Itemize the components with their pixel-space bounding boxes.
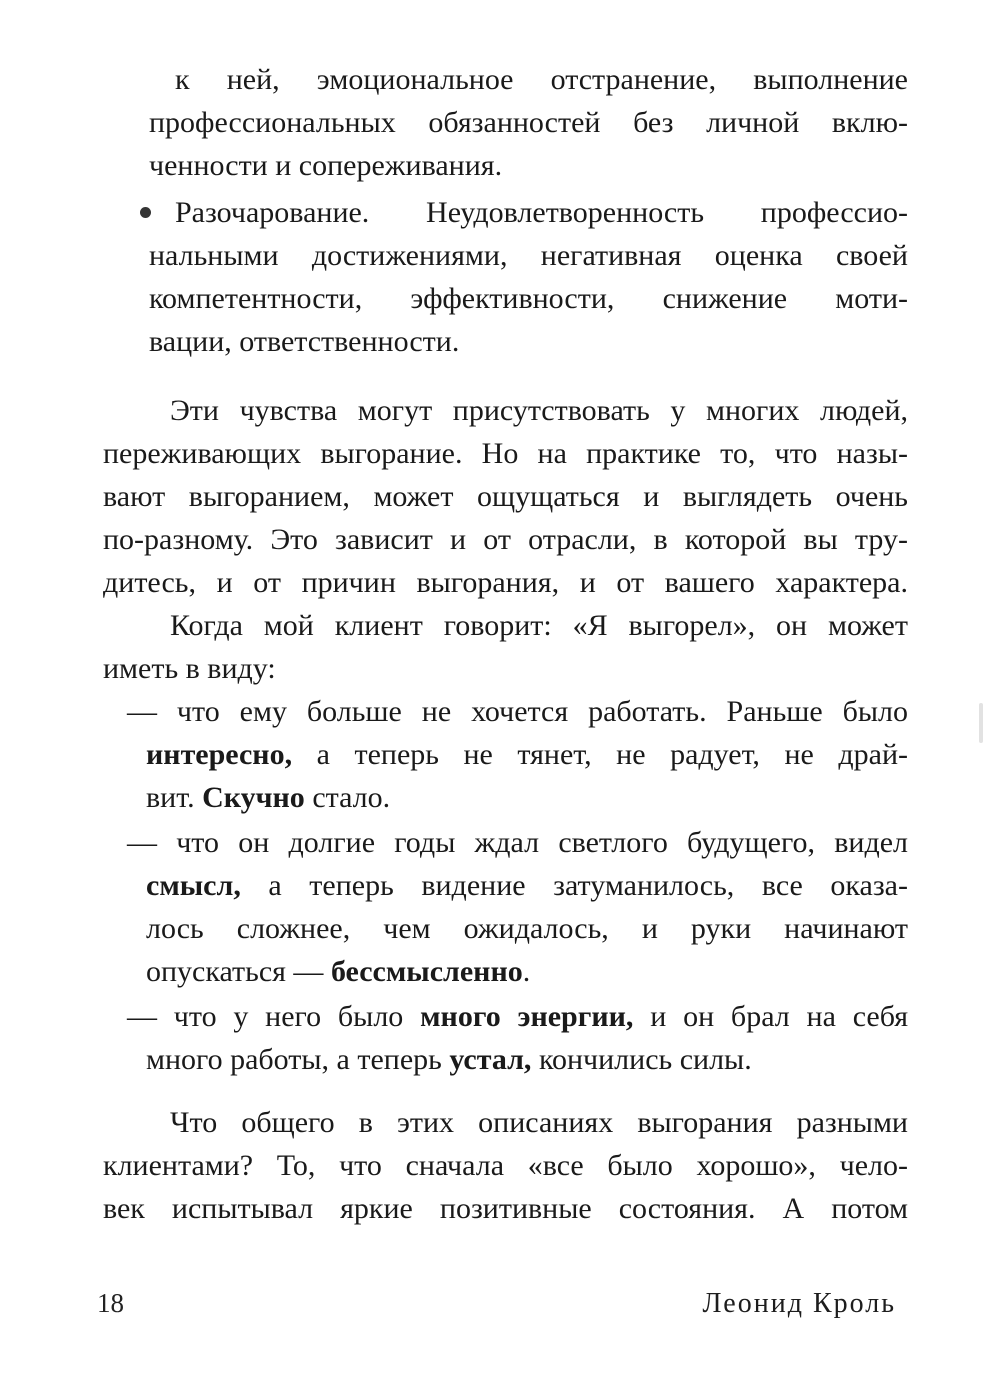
paragraph bbox=[103, 389, 908, 604]
text-run: много работы, а теперь bbox=[146, 1043, 450, 1076]
text-run: . bbox=[522, 955, 531, 988]
dash-item bbox=[127, 690, 908, 819]
bold-text: устал, bbox=[449, 1043, 532, 1076]
text-run: по-разному. Это зависит и от отрасли, в которой вы тру- bbox=[103, 523, 908, 556]
text-run: нальными достижениями, негативная оценка своей bbox=[149, 239, 908, 272]
text-line bbox=[103, 1101, 908, 1144]
page-number: 18 bbox=[97, 1288, 124, 1318]
paragraph bbox=[103, 604, 908, 690]
text-line bbox=[127, 690, 908, 733]
text-run: кончились силы. bbox=[531, 1043, 752, 1076]
scan-artifact bbox=[979, 703, 983, 743]
text-run: а теперь не тянет, не радует, не драй- bbox=[292, 738, 908, 771]
running-title-author: Леонид Кроль bbox=[702, 1288, 896, 1319]
text-run: а теперь видение затуманилось, все оказа- bbox=[240, 869, 908, 902]
text-line bbox=[149, 277, 908, 320]
bullet-item bbox=[149, 191, 908, 363]
text-run: ченности и сопереживания. bbox=[149, 149, 503, 182]
bold-text: Скучно bbox=[202, 781, 305, 814]
text-line bbox=[103, 647, 908, 690]
text-line bbox=[146, 776, 908, 819]
bullet-item-continuation bbox=[149, 58, 908, 187]
text-run: Разочарование. Неудовлетворенность профессио- bbox=[175, 196, 908, 229]
text-run: — что ему больше не хочется работать. Раньше было bbox=[127, 695, 908, 728]
text-line bbox=[146, 733, 908, 776]
text-line bbox=[146, 907, 908, 950]
text-run: к ней, эмоциональное отстранение, выполнение bbox=[175, 63, 908, 96]
paragraph bbox=[103, 1101, 908, 1230]
text-line bbox=[149, 191, 908, 234]
page-footer bbox=[97, 1288, 896, 1324]
text-run: Что общего в этих описаниях выгорания разными bbox=[170, 1106, 908, 1139]
text-run: век испытывал яркие позитивные состояния. А потом bbox=[103, 1192, 908, 1225]
text-run: опускаться — bbox=[146, 955, 331, 988]
bold-text: бессмысленно bbox=[330, 955, 523, 988]
text-line bbox=[127, 821, 908, 864]
text-line bbox=[103, 389, 908, 432]
text-line bbox=[127, 995, 909, 1038]
text-line bbox=[103, 604, 908, 647]
text-run: вают выгоранием, может ощущаться и выглядеть очень bbox=[103, 480, 908, 513]
text-column bbox=[103, 58, 908, 1230]
text-line bbox=[103, 432, 908, 475]
text-run: дитесь, и от причин выгорания, и от вашего характера. bbox=[103, 566, 908, 599]
text-line bbox=[146, 1038, 908, 1081]
text-run: лось сложнее, чем ожидалось, и руки начинают bbox=[146, 912, 908, 945]
dash-item bbox=[127, 995, 909, 1081]
text-run: клиентами? То, что сначала «все было хорошо», чело- bbox=[103, 1149, 908, 1182]
text-run: профессиональных обязанностей без личной вклю- bbox=[149, 106, 908, 139]
text-line bbox=[149, 101, 908, 144]
text-run: — что у него было bbox=[127, 1000, 421, 1033]
text-run: стало. bbox=[304, 781, 391, 814]
bold-text: много энергии, bbox=[420, 1000, 634, 1033]
text-line bbox=[149, 144, 908, 187]
text-run: Когда мой клиент говорит: «Я выгорел», он может bbox=[170, 609, 908, 642]
text-run: переживающих выгорание. Но на практике то, что назы- bbox=[103, 437, 908, 470]
text-run: вации, ответственности. bbox=[149, 325, 460, 358]
text-line bbox=[149, 58, 908, 101]
text-line bbox=[146, 864, 908, 907]
text-run: вит. bbox=[146, 781, 203, 814]
text-run: — что он долгие годы ждал светлого будущего, видел bbox=[127, 826, 908, 859]
text-line bbox=[103, 1187, 908, 1230]
bullet-icon bbox=[140, 207, 151, 218]
text-line bbox=[103, 561, 908, 604]
text-run: компетентности, эффективности, снижение моти- bbox=[149, 282, 908, 315]
text-line bbox=[103, 518, 908, 561]
text-line bbox=[149, 320, 908, 363]
text-run: иметь в виду: bbox=[103, 652, 276, 685]
text-line bbox=[149, 234, 908, 277]
dash-item bbox=[127, 821, 908, 993]
text-run: Эти чувства могут присутствовать у многих людей, bbox=[170, 394, 908, 427]
text-line bbox=[146, 950, 908, 993]
text-line bbox=[103, 475, 908, 518]
text-line bbox=[103, 1144, 908, 1187]
bold-text: интересно, bbox=[146, 738, 293, 771]
bold-text: смысл, bbox=[146, 869, 241, 902]
text-run: и он брал на себя bbox=[633, 1000, 909, 1033]
